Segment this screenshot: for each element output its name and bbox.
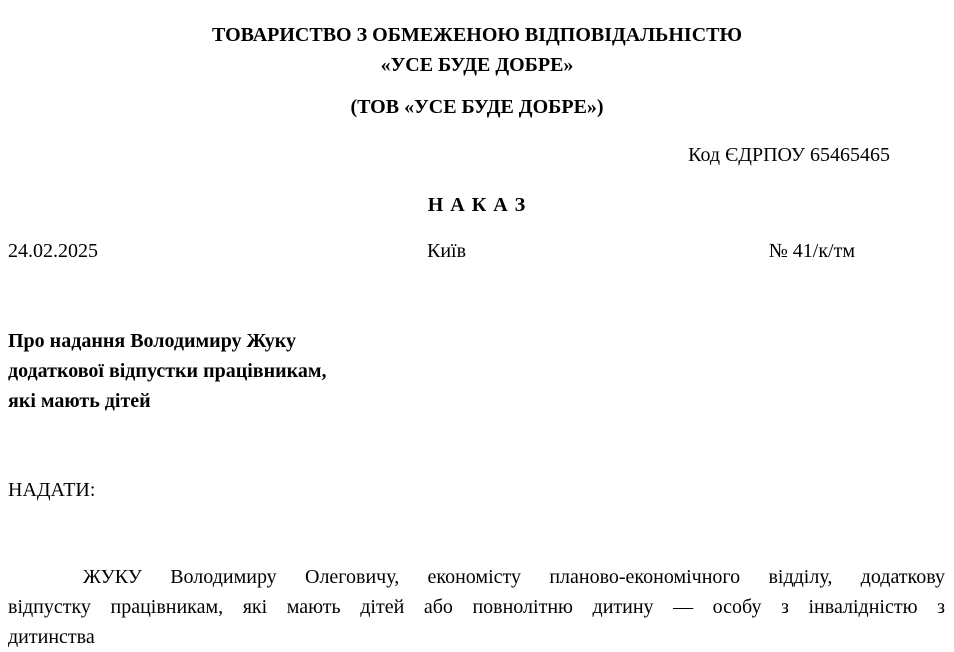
- organization-name-line1: ТОВАРИСТВО З ОБМЕЖЕНОЮ ВІДПОВІДАЛЬНІСТЮ: [212, 24, 742, 46]
- document-number: № 41/к/тм: [768, 240, 855, 262]
- document-type-heading: Н А К А З: [427, 194, 527, 216]
- organization-name-line2: «УСЕ БУДЕ ДОБРЕ»: [380, 54, 574, 76]
- body-line: відпустку працівникам, які мають дітей або повнолітню дитину — особу з інвалідністю з: [8, 596, 945, 618]
- subject-block: [8, 326, 946, 416]
- document-city: Київ: [427, 240, 467, 262]
- subject-line: додаткової відпустки працівникам,: [8, 360, 327, 382]
- order-body-paragraph: [8, 562, 945, 652]
- edrpou-code: Код ЄДРПОУ 65465465: [688, 144, 890, 166]
- resolution-keyword: НАДАТИ:: [8, 479, 96, 501]
- body-line-cutoff: дитинства: [8, 626, 95, 648]
- body-line: ЖУКУ Володимиру Олеговичу, економісту планово-економічного відділу, додаткову: [83, 566, 945, 588]
- date-place-number-row: [0, 236, 954, 266]
- subject-line: Про надання Володимиру Жуку: [8, 330, 297, 352]
- document-date: 24.02.2025: [8, 240, 98, 262]
- organization-short-name: (ТОВ «УСЕ БУДЕ ДОБРЕ»): [350, 96, 604, 118]
- organization-name: [0, 20, 954, 80]
- subject-line: які мають дітей: [8, 390, 151, 412]
